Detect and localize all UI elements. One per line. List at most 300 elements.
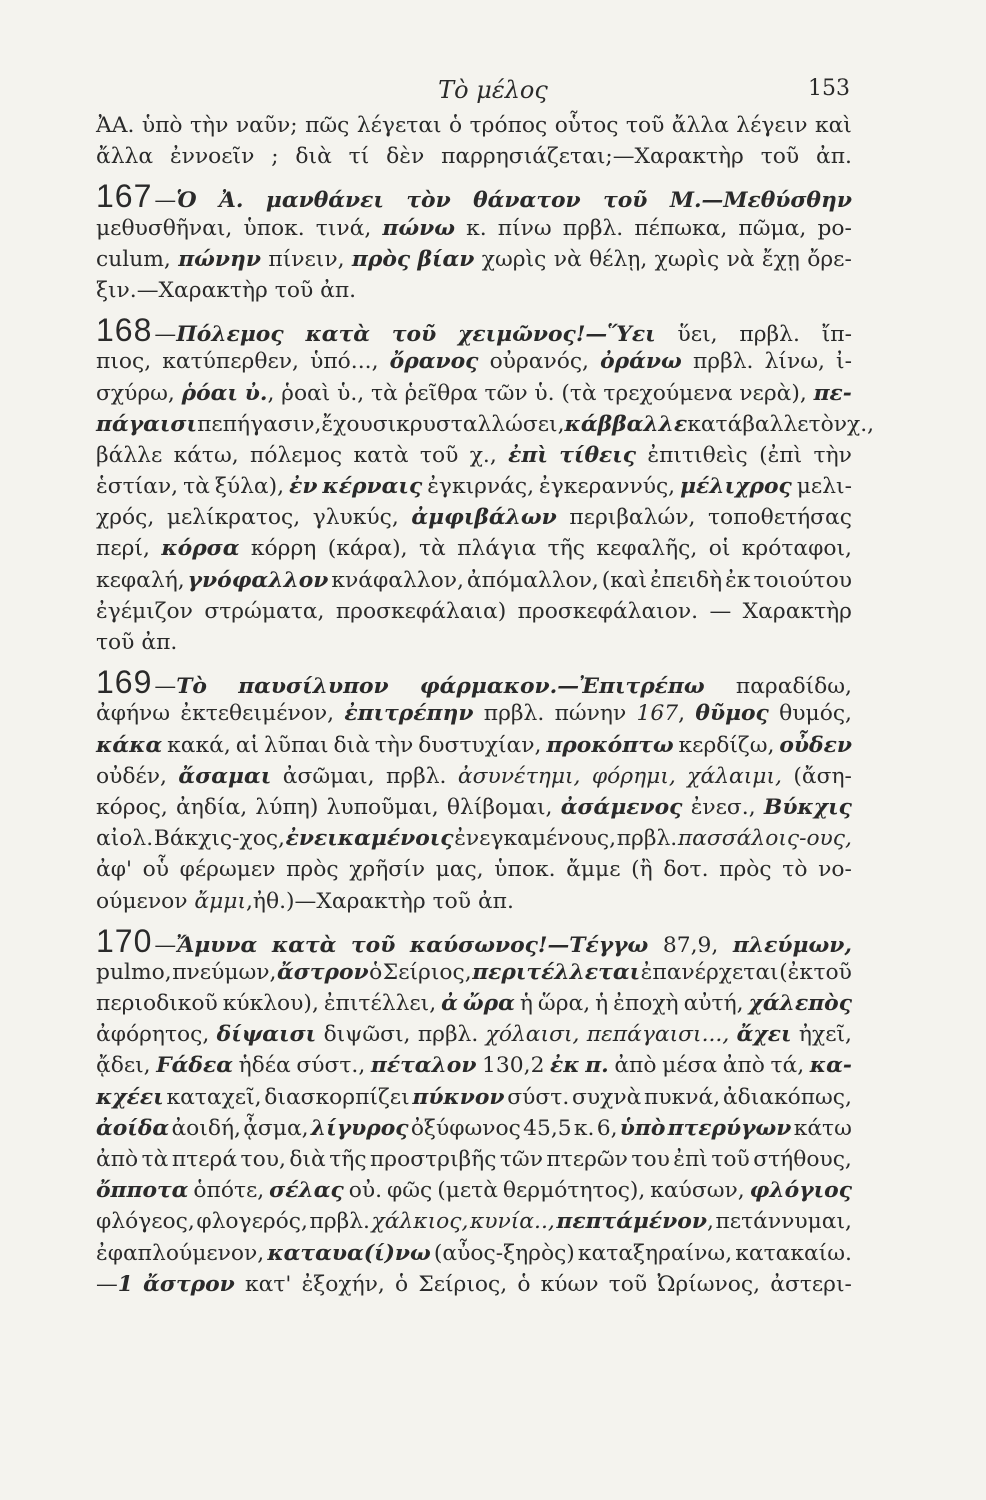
word: ἈΑ. — [96, 113, 135, 138]
word: πιος, — [96, 349, 152, 375]
word: καύσων, — [650, 1178, 745, 1204]
word: τά, — [770, 1053, 805, 1079]
word: μας, — [435, 857, 484, 883]
word: ἀ — [441, 991, 458, 1017]
word: ξύλα), — [214, 474, 285, 500]
word: 170—Ἄμυνα — [96, 922, 258, 959]
text-line — [96, 854, 852, 885]
word: ἔχουσι — [321, 411, 397, 437]
word: φλόγεος, — [96, 1209, 195, 1235]
word: κ. — [573, 1115, 595, 1141]
word: πώνω — [382, 215, 455, 241]
word: πεπτάμένον, — [556, 1209, 714, 1235]
word: μελίκρατος, — [166, 505, 301, 531]
text-line — [96, 823, 852, 854]
word: ἐκ — [550, 1053, 580, 1079]
word: ἐπανέρχεται — [640, 959, 779, 985]
word: ἐκτεθειμένον, — [180, 701, 335, 727]
word: λῦπαι — [263, 732, 329, 758]
word: κάτω — [793, 1115, 852, 1141]
word: ἐκ — [725, 567, 751, 593]
word: ἀηδία, — [176, 794, 248, 820]
word: ἐπὶ — [508, 442, 548, 468]
word: ᾆσμα, — [243, 1115, 309, 1141]
word: φάρμακον.—Ἐπιτρέπω — [419, 674, 705, 700]
text-line — [96, 627, 852, 658]
word: θλίβομαι, — [446, 794, 553, 820]
word: θερμότητος), — [502, 1178, 646, 1204]
entry-number: 167 — [96, 178, 153, 215]
word: προσκεφάλαιον. — [517, 598, 699, 624]
word: (μετὰ — [437, 1178, 498, 1204]
word: 87,9, — [662, 932, 719, 958]
word: πεπάγαισι..., — [586, 1022, 730, 1048]
word: ἐνεικαμένοις — [285, 826, 454, 852]
word: γλυκύς, — [312, 505, 399, 531]
word: ἐπιτέλλει, — [323, 991, 437, 1017]
word: διὰ — [333, 732, 370, 758]
word: μελι- — [796, 474, 852, 500]
word: στρώματα, — [204, 598, 325, 624]
word: πίνω — [497, 215, 552, 241]
text-line — [96, 502, 852, 533]
word: ἀδιακόπως, — [722, 1084, 852, 1110]
text-line — [96, 730, 852, 761]
word: ὑπὸ — [619, 1115, 666, 1141]
word: κακά, — [167, 732, 231, 758]
word: 130,2 — [482, 1053, 545, 1079]
word: κάτω, — [173, 442, 239, 468]
word: πρβλ. — [483, 701, 545, 727]
word: πέταλον — [370, 1053, 477, 1079]
word: λίνω, — [764, 349, 825, 375]
word: κ. — [466, 215, 487, 241]
word: ἀφόρητος, — [96, 1022, 210, 1048]
word: Βάκχις-χος, — [153, 826, 285, 852]
word: ἀφ' — [96, 857, 132, 883]
word: ἡδέα — [238, 1053, 291, 1079]
text-line — [96, 312, 852, 349]
text-line — [96, 533, 852, 564]
word: ἠχεῖ, — [798, 1022, 852, 1048]
text-line — [96, 698, 852, 729]
word: πρὸς — [719, 857, 772, 883]
word: τῶν — [499, 1147, 543, 1172]
word: κεφαλή, — [96, 567, 185, 593]
word: Βύκχις — [763, 794, 852, 820]
word: ἀοίδα — [96, 1115, 170, 1141]
word: στήθους, — [753, 1147, 852, 1172]
word: κεφαλῆς, — [596, 536, 698, 562]
word: τοῦ — [419, 442, 459, 468]
word: τοῦ — [351, 932, 396, 958]
text-line — [96, 110, 852, 141]
text-line — [96, 346, 852, 377]
word: πρβλ. — [739, 322, 800, 348]
word: οὐ. — [348, 1178, 383, 1204]
word: διψῶσι, — [323, 1022, 411, 1048]
word: ἐγκιρνάς, — [427, 474, 535, 500]
word: νο- — [818, 857, 852, 883]
word: ἀπὸ — [722, 1053, 765, 1079]
word: πώνην — [178, 246, 262, 272]
word: νερὰ), — [739, 380, 807, 406]
word: μανθάνει — [265, 188, 384, 214]
text-line — [96, 1144, 852, 1175]
word: φλογερός, — [196, 1209, 308, 1235]
word: πετάννυμαι, — [715, 1209, 852, 1235]
word: ἐν — [289, 474, 318, 500]
word: ὄρε- — [807, 246, 852, 272]
word: ναῦν; — [235, 113, 298, 138]
word: ἐγκεραννύς, — [539, 474, 676, 500]
word: ἐξοχήν, — [301, 1271, 385, 1297]
text-line — [96, 792, 852, 823]
word: καύσωνος!—Τέγγω — [409, 932, 649, 958]
word: συχνὰ — [572, 1084, 642, 1110]
word: ἄλλα — [96, 144, 154, 170]
page-body — [96, 110, 875, 1300]
word: χ., — [847, 411, 875, 437]
word: 167, — [636, 701, 686, 727]
word: ; — [271, 144, 279, 170]
word: οὐρανός, — [489, 349, 589, 375]
word: πλάγια — [457, 536, 537, 562]
word: ὁ — [517, 1271, 531, 1297]
word: πε- — [813, 380, 852, 406]
word: κνάφαλλον, — [331, 567, 464, 593]
word: τὸν — [808, 411, 848, 437]
word: ὑποκ. — [243, 215, 305, 241]
word: Ὠρίωνος, — [657, 1271, 761, 1297]
word: ἀσυνέτημι, — [457, 763, 581, 789]
word: ὤρα — [462, 991, 515, 1017]
word: ἀπόμαλλον, — [466, 567, 599, 593]
word: μέσα — [662, 1053, 718, 1079]
word: τὰ — [370, 380, 398, 406]
word: θάνατον — [473, 188, 581, 214]
text-line — [96, 922, 852, 959]
word: ἐννοεῖν — [169, 144, 255, 170]
word: λίγυρος — [310, 1115, 409, 1141]
word: κατάβαλλε — [687, 411, 809, 437]
word: κχέει — [96, 1084, 164, 1110]
word: (καὶ — [601, 567, 648, 593]
word: χ., — [469, 442, 497, 468]
word: πύκνον — [412, 1084, 505, 1110]
word: πλεύμων, — [732, 932, 852, 958]
word: 167—Ὁ — [96, 178, 197, 215]
text-line — [96, 761, 852, 792]
word: ὑπό..., — [310, 349, 379, 375]
word: λέγεται — [356, 113, 442, 138]
word: κόρος, — [96, 794, 168, 820]
text-line — [96, 141, 852, 172]
word: ἄλλα — [671, 113, 729, 138]
entry-number: 169 — [96, 664, 153, 701]
word: δυστυχίαν, — [418, 732, 542, 758]
word: προσκεφάλαια) — [335, 598, 507, 624]
word: ἑστίαν, — [96, 474, 179, 500]
word: ῥεῖθρα — [404, 380, 478, 406]
word: τοῦ — [608, 1271, 648, 1297]
word: ᾄδει, — [96, 1053, 151, 1079]
word: χρός, — [96, 505, 155, 531]
word: θέλῃ, — [589, 246, 648, 272]
word: κύκλου), — [222, 991, 319, 1017]
word: τῆς — [547, 536, 585, 562]
word: κυνία.., — [469, 1209, 555, 1235]
text-line — [96, 275, 852, 306]
word: παυσίλυπον — [238, 674, 389, 700]
word: χόλαισι, — [485, 1022, 580, 1048]
text-line — [96, 596, 852, 627]
word: ἀπ. — [816, 144, 852, 170]
word: πίνειν, — [268, 246, 345, 272]
word: ἀστερι- — [770, 1271, 852, 1297]
word: ὁ — [395, 1271, 409, 1297]
word: τοῦ — [711, 1147, 750, 1172]
word: τῆς — [329, 1147, 367, 1172]
word: ὐ., — [244, 380, 275, 406]
word: (ἢ — [631, 857, 653, 883]
word: 45,5 — [523, 1115, 572, 1141]
word: τινά, — [315, 215, 372, 241]
word: ὑποκ. — [494, 857, 556, 883]
word: καὶ — [814, 113, 852, 138]
word: ἐνεσ., — [690, 794, 756, 820]
word: ἐποχὴ — [613, 991, 679, 1017]
word: ὁπότε, — [193, 1178, 265, 1204]
word: τὰ — [141, 1147, 169, 1172]
word: π. — [585, 1053, 609, 1079]
word: ὄρανος — [389, 349, 479, 375]
word: ἐπὶ — [673, 1147, 708, 1172]
word: τοιούτου — [753, 567, 852, 593]
word: τοῦ — [813, 959, 852, 985]
word: Χαρακτὴρ — [742, 598, 852, 624]
word: 169—Τὸ — [96, 664, 207, 701]
word: σύστ., — [296, 1053, 366, 1079]
word: νὰ — [553, 246, 582, 272]
word: ἄσαμαι — [178, 763, 272, 789]
word: ἐπιτιθεὶς — [647, 442, 748, 468]
word: ἀσάμενος — [560, 794, 683, 820]
word: φόρημι, — [591, 763, 676, 789]
text-line — [96, 957, 852, 988]
word: προκόπτω — [546, 732, 674, 758]
word: ὀξύφωνος — [410, 1115, 521, 1141]
word: οἱ — [708, 536, 731, 562]
word: πρβλ. — [309, 1209, 370, 1235]
word: δοτ. — [663, 857, 709, 883]
word: βίαν — [417, 246, 475, 272]
word: ῥοαὶ — [281, 380, 331, 406]
word: ἀοιδή, — [171, 1115, 241, 1141]
word: πνεύμων, — [172, 959, 277, 985]
word: ὀράνω — [600, 349, 682, 375]
word: οὐδέν, — [96, 763, 167, 789]
word: τὸν — [406, 188, 451, 214]
word: χρῆσίν — [349, 857, 425, 883]
word: (τὰ — [561, 380, 597, 406]
word: περιβαλών, — [569, 505, 696, 531]
text-line — [96, 178, 852, 215]
word: Σείριος, — [418, 1271, 508, 1297]
word: ἀμφιβάλων — [411, 505, 557, 531]
text-line — [96, 1019, 852, 1050]
word: ἀσῶμαι, — [282, 763, 375, 789]
word: μέλιχρος — [680, 474, 792, 500]
page-number: 153 — [808, 76, 850, 101]
word: τοῦ — [760, 144, 800, 170]
word: φῶς — [387, 1178, 433, 1204]
word: του — [631, 1147, 670, 1172]
word: ἄμμε — [566, 857, 621, 883]
word: ῥόαι — [181, 380, 238, 406]
word: τίθεις — [559, 442, 637, 468]
word: χάλκιος, — [371, 1209, 469, 1235]
word: κερδίζω, — [678, 732, 775, 758]
word: πόλεμος — [250, 442, 343, 468]
word: — — [709, 598, 732, 624]
word: προστριβῆς — [369, 1147, 497, 1172]
word: Ϝάδεα — [156, 1053, 233, 1079]
word: πτερῶν — [546, 1147, 628, 1172]
word: καταχεῖ, — [166, 1084, 262, 1110]
word: κάκα — [96, 732, 163, 758]
word: ἐνεγκαμένους, — [454, 826, 617, 852]
word: ἰ- — [836, 349, 852, 375]
text-segment: ,ἠθ.)—Χαρακτὴρ τοῦ ἀπ. — [246, 888, 514, 914]
word: αἰολ. — [96, 826, 154, 852]
word: διὰ — [295, 144, 332, 170]
word: κατ' — [244, 1271, 292, 1297]
word: πτερά — [171, 1147, 238, 1172]
word: ἀπὸ — [614, 1053, 657, 1079]
word: ὑ., — [337, 380, 365, 406]
word: Σείριος, — [382, 959, 472, 985]
word: ἐπιτρέπην — [344, 701, 474, 727]
word: ἡ — [595, 991, 609, 1017]
word: διὰ — [289, 1147, 326, 1172]
word: κατακαίω. — [735, 1240, 852, 1266]
text-segment: ἄμμι — [194, 888, 246, 914]
word: οὖδεν — [779, 732, 852, 758]
text-line — [96, 1050, 852, 1081]
text-line — [96, 1206, 852, 1237]
text-line — [96, 244, 852, 275]
word: (κάρα), — [327, 536, 408, 562]
word: ἄχει — [736, 1022, 792, 1048]
word: ὕει, — [677, 322, 718, 348]
word: 6, — [596, 1115, 618, 1141]
word: ἐφαπλούμενον, — [96, 1240, 265, 1266]
word: κόρσα — [161, 536, 240, 562]
word: σχύρω, — [96, 380, 175, 406]
word: πῶς — [305, 113, 350, 138]
entry-number: 168 — [96, 312, 153, 349]
word: πυκνά, — [644, 1084, 721, 1110]
word: βάλλε — [96, 442, 163, 468]
word: ἀπὸ — [96, 1147, 139, 1172]
word: κατὰ — [271, 932, 337, 958]
word: χάλαιμι, — [687, 763, 782, 789]
word: Ἀ. — [218, 188, 244, 214]
word: πρβλ. — [385, 763, 447, 789]
word: κέρναις — [322, 474, 423, 500]
word: σέλας — [269, 1178, 344, 1204]
running-title: Τὸ μέλος — [438, 76, 548, 104]
word: πώνην — [554, 701, 627, 727]
word: ἴπ- — [821, 322, 852, 348]
word: οὗ — [142, 857, 169, 883]
word: κα- — [809, 1053, 852, 1079]
word: τὰ — [418, 536, 446, 562]
word: πῶμα, — [738, 215, 807, 241]
word: πρβλ. — [692, 349, 754, 375]
word: πρὸς — [286, 857, 339, 883]
text-line — [96, 1113, 852, 1144]
word: ὄπποτα — [96, 1178, 189, 1204]
text-line — [96, 440, 852, 471]
word: κρυσταλλώσει, — [396, 411, 565, 437]
word: τὴν — [190, 113, 229, 138]
word: πέπωκα, — [634, 215, 728, 241]
word: —1 — [96, 1271, 133, 1297]
word: λύπη) — [255, 794, 319, 820]
word: ὁ — [369, 959, 383, 985]
text-line — [96, 409, 875, 440]
word: τοῦ — [391, 322, 437, 348]
word: αὐτή, — [683, 991, 744, 1017]
word: τὴν — [813, 442, 852, 468]
page-header — [0, 76, 986, 106]
word: ἄστρον — [143, 1271, 235, 1297]
entry-number: 170 — [96, 922, 153, 959]
word: κρόταφοι, — [741, 536, 852, 562]
text-line — [96, 886, 852, 917]
word: (ἄση- — [793, 763, 852, 789]
word: τρεχούμενα — [603, 380, 733, 406]
word: φέρωμεν — [179, 857, 276, 883]
word: (αὖος-ξηρὸς) — [433, 1240, 575, 1266]
word: παραδίδω, — [735, 674, 852, 700]
word: δίψαισι — [216, 1022, 317, 1048]
word: αἱ — [235, 732, 259, 758]
text-line — [96, 1238, 852, 1269]
word: πτερύγων — [667, 1115, 792, 1141]
word: κατὰ — [353, 442, 409, 468]
word: χειμῶνος!—Ὕει — [458, 322, 656, 348]
word: διασκορπίζει — [264, 1084, 410, 1110]
word: κόρρη — [250, 536, 317, 562]
word: πασσάλοις-ους, — [677, 826, 852, 852]
text-segment: τοῦ ἀπ. — [96, 630, 178, 655]
word: φλόγιος — [749, 1178, 852, 1204]
word: καταξηραίνω, — [577, 1240, 733, 1266]
text-segment: ούμενον — [96, 888, 195, 914]
word: μεθυσθῆναι, — [96, 215, 233, 241]
word: πεπήγασιν, — [197, 411, 322, 437]
word: λέγειν — [736, 113, 808, 138]
word: τὴν — [374, 732, 414, 758]
word: τί — [348, 144, 370, 170]
word: χάλεπὸς — [748, 991, 852, 1017]
text-segment: ξιν.—Χαρακτὴρ τοῦ ἀπ. — [96, 277, 357, 303]
text-line — [96, 1082, 852, 1113]
word: περιοδικοῦ — [96, 991, 218, 1017]
